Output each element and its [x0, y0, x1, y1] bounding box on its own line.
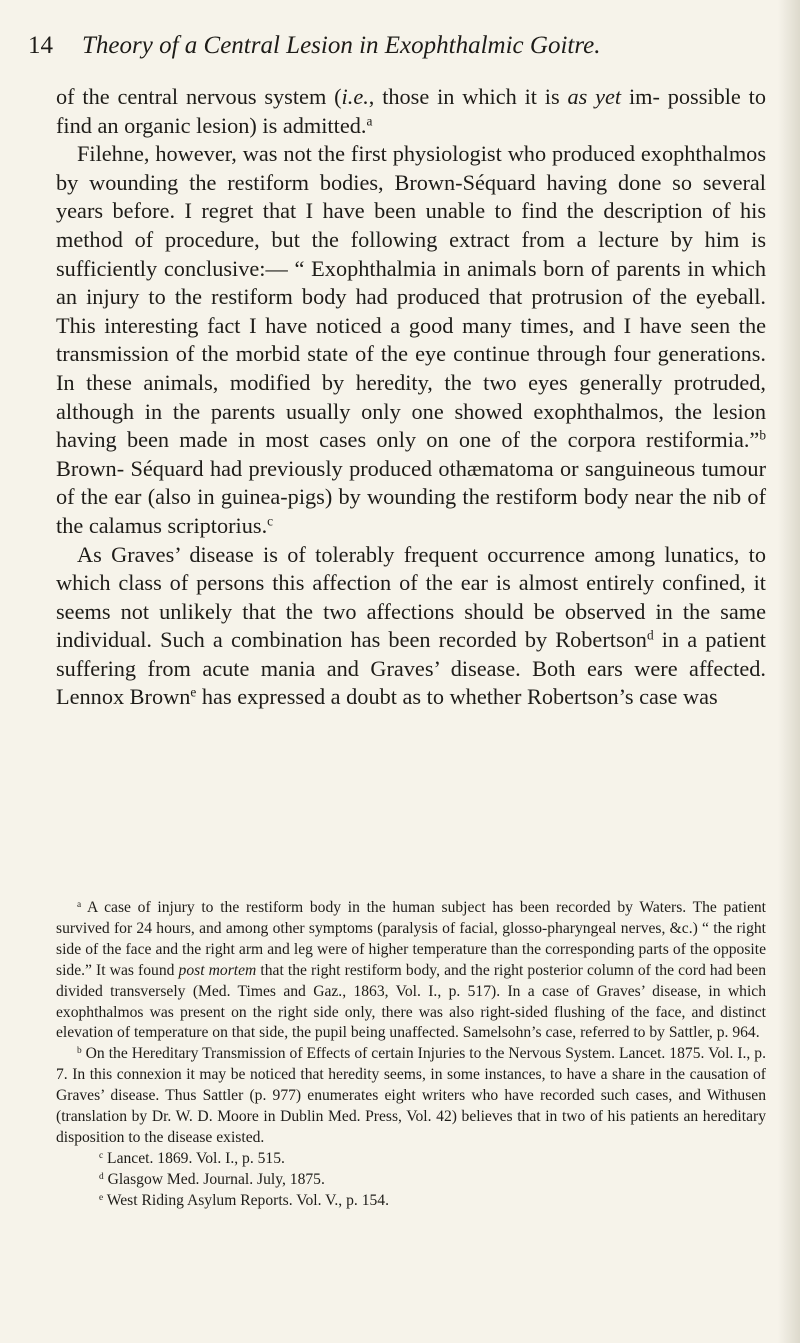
paragraph-1-italic-as-yet: as yet — [567, 84, 622, 109]
footnote-ref-c: c — [267, 513, 274, 529]
footnotes — [56, 898, 766, 1212]
main-text — [56, 83, 766, 712]
footnote-ref-a: a — [366, 113, 373, 129]
paragraph-3-text-a: As Graves’ disease is of tolerably frequent occurrence among lunatics, to which class of persons this affection of the ear is almost entirely confined, it seems not unlikely that the two affections should be observed in the same individual. Such a combination has been recorded by Robertson — [56, 541, 766, 653]
paragraph-1-text-b: , those in which it is — [368, 84, 568, 109]
paragraph-1 — [56, 83, 766, 140]
footnote-c-marker: c — [99, 1150, 104, 1161]
footnote-e — [56, 1191, 766, 1212]
paragraph-2 — [56, 140, 766, 540]
footnote-ref-e: e — [190, 685, 197, 701]
footnote-a — [56, 898, 766, 1044]
footnote-e-marker: e — [99, 1192, 104, 1203]
paragraph-2-text-a: Filehne, however, was not the first physiologist who produced exophthalmos by wounding the restiform bodies, Brown-Séquard having done so several years before. I regret that I have been unable to find the description of his method of procedure, but the following extract from a lecture by him is sufficiently conclusive:— “ Exophthalmia in animals born of parents in which an injury to the restiform body had produced that protrusion of the eyeball. This interesting fact I have noticed a good many times, and I have seen the transmission of the morbid state of the eye continue through four generations. In these animals, modified by heredity, the two eyes generally protruded, although in the parents usually only one showed exophthalmos, the lesion having been made in most cases only on one of the corpora restiformia.” — [56, 141, 766, 453]
footnote-b-text: On the Hereditary Transmission of Effects of certain Injuries to the Nervous System. Lancet. 1875. Vol. I., p. 7. In this connexion it may be noticed that heredity seems, in some instances, to have a share in the causation of Graves’ disease. Thus Sattler (p. 977) enumerates eight writers who have recorded such cases, and Withusen (translation by Dr. W. D. Moore in Dublin Med. Press, Vol. 42) believes that in two of his patients an hereditary disposition to the disease existed. — [56, 1045, 766, 1146]
footnote-c — [56, 1149, 766, 1170]
paragraph-3-text-c: has expressed a doubt as to whether Robertson’s case was — [196, 684, 718, 710]
footnote-a-text-b: that the right restiform body, and the right posterior column of the cord had been divided transversely (Med. Times and Gaz., 1863, Vol. I., p. 517). In a case of Graves’ disease, in which exophthalmos was present on the right side only, there was also right-sided flushing of the face, and distinct elevation of temperature on that side, the pupil being unaffected. Samelsohn’s case, referred to by Sattler, p. 964. — [56, 961, 766, 1042]
footnote-a-text-a: A case of injury to the restiform body in the human subject has been recorded by Waters. The patient survived for 24 hours, and among other symptoms (paralysis of facial, glosso-pharyngeal nerves, &c.) “ the right side of the face and the right arm and leg were of higher temperature than the corresponding parts of the opposite side.” It was found — [56, 899, 766, 979]
footnote-a-italic: post mortem — [178, 961, 257, 979]
paragraph-1-text-c: im- possible to find an organic lesion) is admitted. — [56, 84, 766, 138]
footnote-a-marker: a — [77, 899, 82, 910]
footnote-d — [56, 1170, 766, 1191]
paragraph-1-italic-ie: i.e. — [341, 84, 369, 109]
paragraph-3-text-b: in a patient suffering from acute mania and Graves’ disease. Both ears were affected. Lennox Brown — [56, 627, 767, 710]
footnote-d-text: Glasgow Med. Journal. July, 1875. — [103, 1170, 325, 1188]
page-header — [28, 32, 768, 66]
footnote-c-text: Lancet. 1869. Vol. I., p. 515. — [103, 1149, 285, 1167]
paragraph-1-text-a: of the central nervous system ( — [56, 84, 342, 109]
footnote-d-marker: d — [99, 1171, 104, 1182]
page-number: 14 — [28, 32, 53, 59]
footnote-b-marker: b — [77, 1046, 82, 1057]
running-title: Theory of a Central Lesion in Exophthalmic Goitre. — [82, 32, 601, 59]
paragraph-2-text-b: Brown- Séquard had previously produced othæmatoma or sanguineous tumour of the ear (also in guinea-pigs) by wounding the restiform body near the nib of the calamus scriptorius. — [56, 455, 766, 538]
footnote-b — [56, 1044, 766, 1149]
footnote-e-text: West Riding Asylum Reports. Vol. V., p. 154. — [103, 1191, 389, 1209]
paragraph-3 — [56, 541, 766, 713]
page-edge-shadow — [778, 0, 800, 1343]
footnote-ref-d: d — [646, 627, 654, 643]
footnote-ref-b: b — [759, 427, 766, 443]
